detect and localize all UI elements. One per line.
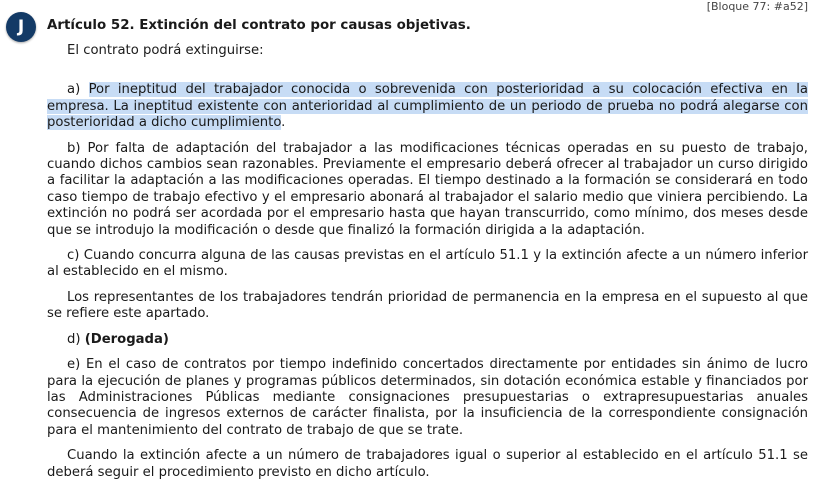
paragraph-a-prefix: a) bbox=[67, 82, 89, 98]
article-intro: El contrato podrá extinguirse: bbox=[67, 43, 264, 58]
paragraph-d bbox=[47, 332, 808, 348]
block-reference: [Bloque 77: #a52] bbox=[706, 0, 808, 13]
paragraph-a bbox=[47, 82, 808, 131]
article-title: Artículo 52. Extinción del contrato por causas objetivas. bbox=[47, 18, 471, 33]
paragraph-e: e) En el caso de contratos por tiempo indefinido concertados directamente por entidades sin ánimo de lucro para la ejecución de planes y programas públicos determinados, sin dotación económica estable y financiados por las Administraciones Públicas mediante consignaciones presupuestarias o extrapresupuestarias anuales consecuencia de ingresos externos de carácter finalista, por la insuficiencia de la correspondiente consignación para el mantenimiento del contrato de trabajo de que se trate. bbox=[47, 357, 808, 438]
article-content bbox=[47, 17, 808, 490]
paragraph-d-prefix: d) bbox=[67, 331, 85, 347]
paragraph-b: b) Por falta de adaptación del trabajador a las modificaciones técnicas operadas en su puesto de trabajo, cuando dichos cambios sean razonables. Previamente el empresario deberá ofrecer al trabajador un curso dirigido a facilitar la adaptación a las modificaciones operadas. El tiempo destinado a la formación se considerará en todo caso tiempo de trabajo efectivo y el empresario abonará al trabajador el salario medio que viniera percibiendo. La extinción no podrá ser acordada por el empresario hasta que hayan transcurrido, como mínimo, dos meses desde que se introdujo la modificación o desde que finalizó la formación dirigida a la adaptación. bbox=[47, 140, 808, 238]
paragraph-d-status: (Derogada) bbox=[84, 331, 169, 347]
paragraph-c: c) Cuando concurra alguna de las causas previstas en el artículo 51.1 y la extinción afecte a un número inferior al establecido en el mismo. bbox=[47, 248, 808, 280]
law-code-badge-icon[interactable]: J bbox=[6, 12, 36, 42]
paragraph-a-suffix: . bbox=[281, 115, 286, 131]
paragraph-c-note: Los representantes de los trabajadores tendrán prioridad de permanencia en la empresa en el supuesto al que se refiere este apartado. bbox=[47, 289, 808, 322]
paragraph-e-note: Cuando la extinción afecte a un número de trabajadores igual o superior al establecido en el artículo 51.1 se deberá seguir el procedimiento previsto en dicho artículo. bbox=[47, 448, 808, 480]
selected-text-highlight[interactable]: Por ineptitud del trabajador conocida o sobrevenida con posterioridad a su colocación efectiva en la empresa. La ineptitud existente con anterioridad al cumplimiento de un periodo de prueba no podrá alegarse con posterioridad a dicho cumplimiento bbox=[47, 82, 808, 131]
